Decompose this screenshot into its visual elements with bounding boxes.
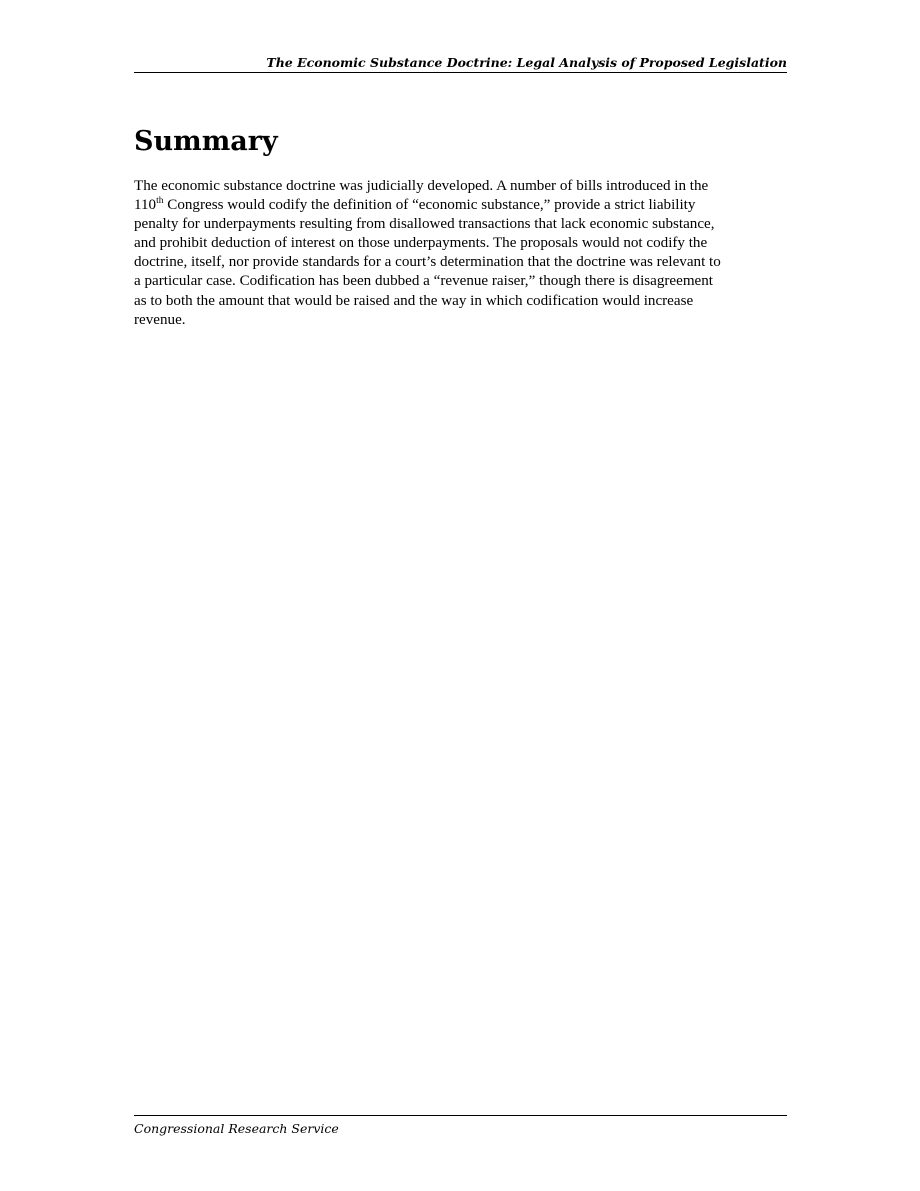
summary-line: as to both the amount that would be raised and the way in which codification would increase [134,292,694,309]
summary-paragraph [134,177,787,330]
summary-line: and prohibit deduction of interest on those underpayments. The proposals would not codify the [134,235,708,252]
summary-line: doctrine, itself, nor provide standards for a court’s determination that the doctrine was relevant to [134,254,721,271]
summary-heading: Summary [134,126,278,157]
ordinal-suffix: th [156,196,164,207]
summary-line: revenue. [134,311,186,328]
summary-line-text: Congress would codify the definition of “economic substance,” provide a strict liability [167,197,696,214]
summary-line: penalty for underpayments resulting from disallowed transactions that lack economic substance, [134,216,715,233]
congress-number: 110 [134,197,157,214]
footer-publisher: Congressional Research Service [134,1121,339,1136]
running-header-title: The Economic Substance Doctrine: Legal Analysis of Proposed Legislation [266,55,787,70]
running-footer [134,1115,787,1138]
summary-line: The economic substance doctrine was judicially developed. A number of bills introduced in the [134,178,709,194]
running-header [134,54,787,73]
summary-line: a particular case. Codification has been dubbed a “revenue raiser,” though there is disagreement [134,273,714,290]
summary-line [134,196,787,215]
